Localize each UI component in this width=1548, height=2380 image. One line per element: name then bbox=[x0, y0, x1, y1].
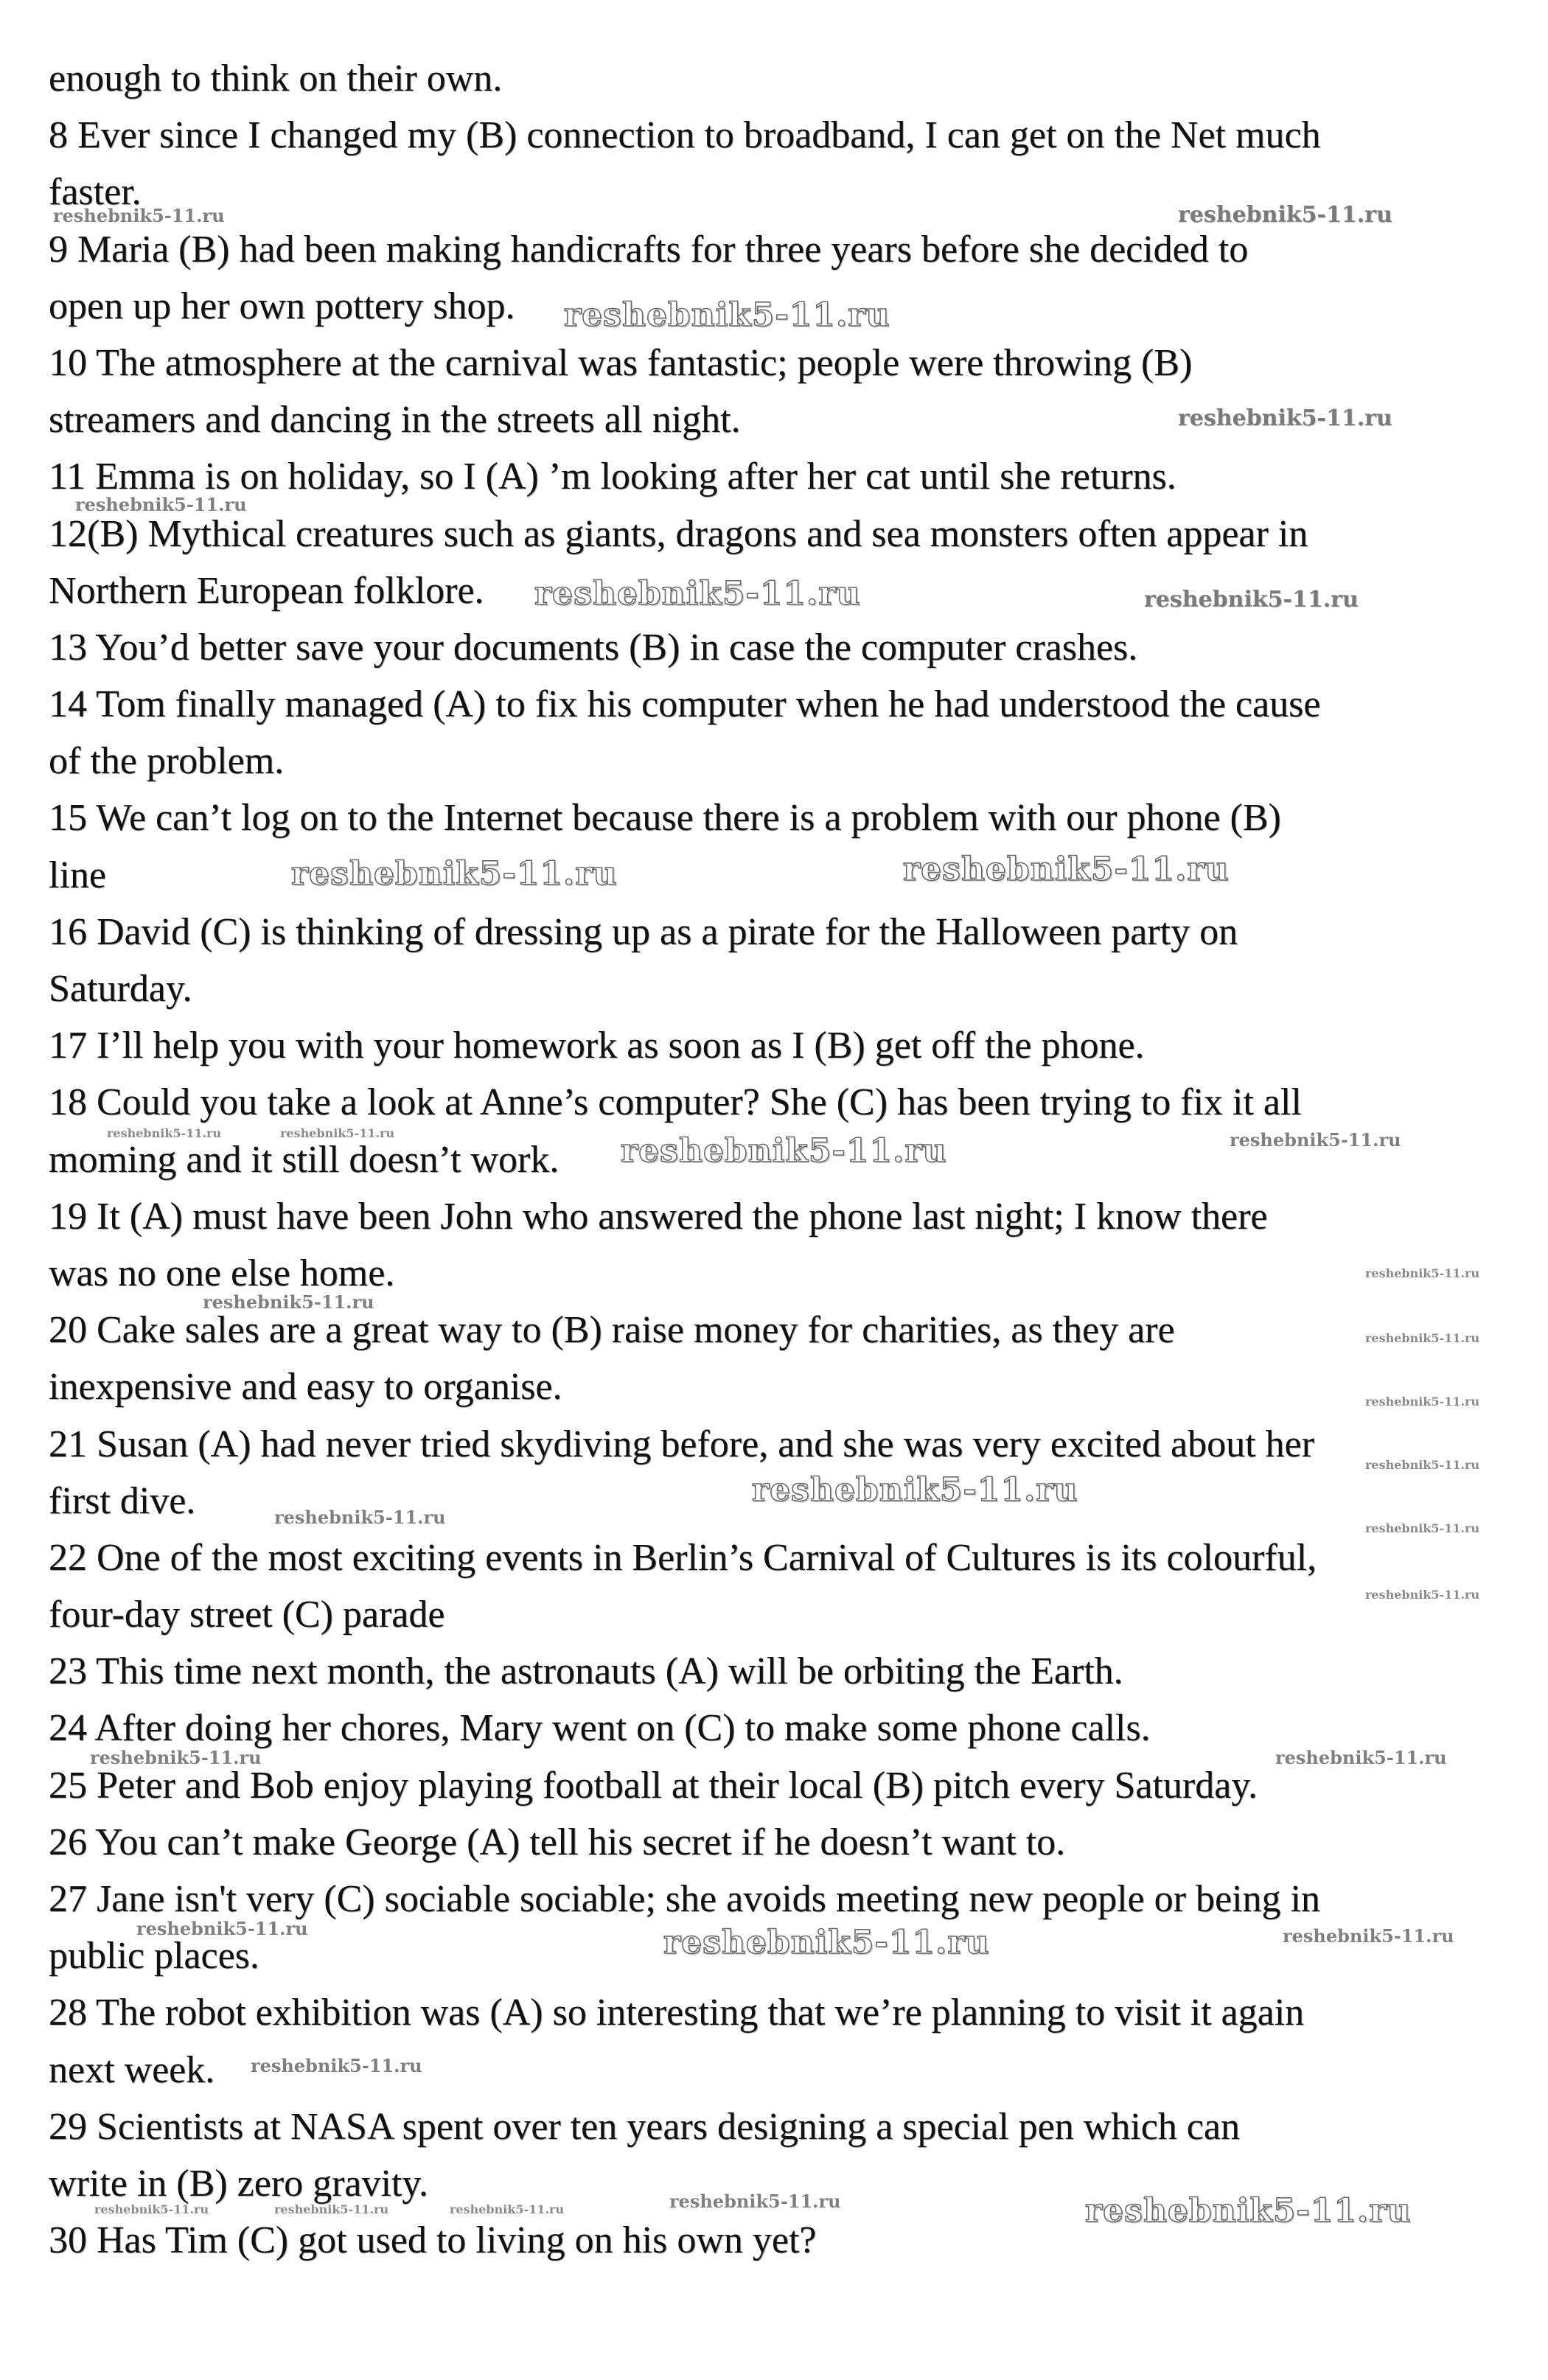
text-line: inexpensive and easy to organise. bbox=[49, 1366, 562, 1409]
watermark: reshebnik5-11.ru bbox=[534, 575, 861, 613]
watermark: reshebnik5-11.ru bbox=[274, 1507, 446, 1528]
watermark: reshebnik5-11.ru bbox=[1178, 202, 1392, 228]
text-line: of the problem. bbox=[49, 740, 285, 783]
text-line: 26 You can’t make George (A) tell his secret if he doesn’t want to. bbox=[49, 1821, 1066, 1863]
watermark: reshebnik5-11.ru bbox=[107, 1126, 222, 1140]
text-line: 15 We can’t log on to the Internet because there is a problem with our phone (B) bbox=[49, 797, 1281, 840]
text-line: 25 Peter and Bob enjoy playing football at their local (B) pitch every Saturday. bbox=[49, 1764, 1258, 1807]
text-line: 8 Ever since I changed my (B) connection to broadband, I can get on the Net much bbox=[49, 114, 1321, 157]
text-line: 28 The robot exhibition was (A) so interesting that we’re planning to visit it again bbox=[49, 1992, 1305, 2034]
text-line: was no one else home. bbox=[49, 1252, 395, 1294]
text-line: first dive. bbox=[49, 1479, 196, 1522]
watermark: reshebnik5-11.ru bbox=[669, 2191, 841, 2212]
watermark: reshebnik5-11.ru bbox=[450, 2202, 565, 2216]
text-line: 16 David (C) is thinking of dressing up as a pirate for the Halloween party on bbox=[49, 910, 1238, 953]
watermark: reshebnik5-11.ru bbox=[1178, 405, 1392, 431]
text-line: 9 Maria (B) had been making handicrafts for three years before she decided to bbox=[49, 228, 1249, 271]
text-line: Northern European folklore. bbox=[49, 569, 484, 612]
text-line: public places. bbox=[49, 1935, 259, 1978]
text-line: write in (B) zero gravity. bbox=[49, 2162, 428, 2205]
text-line: enough to think on their own. bbox=[49, 57, 503, 100]
watermark: reshebnik5-11.ru bbox=[1365, 1266, 1480, 1280]
watermark: reshebnik5-11.ru bbox=[564, 296, 890, 334]
text-line: moming and it still doesn’t work. bbox=[49, 1138, 559, 1181]
watermark: reshebnik5-11.ru bbox=[136, 1918, 308, 1939]
text-line: 13 You’d better save your documents (B) in case the computer crashes. bbox=[49, 626, 1138, 669]
watermark: reshebnik5-11.ru bbox=[752, 1471, 1078, 1509]
text-line: 14 Tom finally managed (A) to fix his computer when he had understood the cause bbox=[49, 683, 1321, 726]
text-line: 20 Cake sales are a great way to (B) raise money for charities, as they are bbox=[49, 1309, 1175, 1352]
text-line: 27 Jane isn't very (C) sociable sociable; she avoids meeting new people or being in bbox=[49, 1878, 1320, 1920]
watermark: reshebnik5-11.ru bbox=[1365, 1395, 1480, 1409]
text-line: 12(B) Mythical creatures such as giants, dragons and sea monsters often appear in bbox=[49, 512, 1308, 555]
watermark: reshebnik5-11.ru bbox=[274, 2202, 389, 2216]
watermark: reshebnik5-11.ru bbox=[1085, 2192, 1412, 2230]
watermark: reshebnik5-11.ru bbox=[75, 494, 247, 515]
watermark: reshebnik5-11.ru bbox=[203, 1291, 374, 1313]
watermark: reshebnik5-11.ru bbox=[251, 2055, 422, 2076]
text-line: 18 Could you take a look at Anne’s computer? She (C) has been trying to fix it all bbox=[49, 1081, 1302, 1124]
text-line: streamers and dancing in the streets all night. bbox=[49, 399, 741, 442]
watermark: reshebnik5-11.ru bbox=[1283, 1925, 1454, 1947]
watermark: reshebnik5-11.ru bbox=[1365, 1588, 1480, 1602]
text-line: 29 Scientists at NASA spent over ten years designing a special pen which can bbox=[49, 2105, 1240, 2148]
text-line: four-day street (C) parade bbox=[49, 1594, 445, 1636]
text-line: line bbox=[49, 854, 106, 896]
watermark: reshebnik5-11.ru bbox=[903, 851, 1230, 888]
text-line: 22 One of the most exciting events in Berlin’s Carnival of Cultures is its colourful, bbox=[49, 1536, 1317, 1579]
text-line: open up her own pottery shop. bbox=[49, 285, 515, 327]
watermark: reshebnik5-11.ru bbox=[1365, 1331, 1480, 1345]
text-line: 21 Susan (A) had never tried skydiving before, and she was very excited about her bbox=[49, 1423, 1314, 1465]
text-line: Saturday. bbox=[49, 968, 192, 1010]
text-line: 17 I’ll help you with your homework as soon as I (B) get off the phone. bbox=[49, 1025, 1145, 1067]
watermark: reshebnik5-11.ru bbox=[621, 1132, 947, 1170]
text-line: faster. bbox=[49, 171, 142, 214]
text-line: 10 The atmosphere at the carnival was fantastic; people were throwing (B) bbox=[49, 341, 1193, 384]
text-line: 24 After doing her chores, Mary went on (C) to make some phone calls. bbox=[49, 1707, 1151, 1750]
text-line: 19 It (A) must have been John who answered the phone last night; I know there bbox=[49, 1195, 1268, 1238]
text-line: 30 Has Tim (C) got used to living on his own yet? bbox=[49, 2219, 817, 2262]
watermark: reshebnik5-11.ru bbox=[53, 205, 225, 226]
watermark: reshebnik5-11.ru bbox=[1365, 1521, 1480, 1535]
watermark: reshebnik5-11.ru bbox=[1230, 1129, 1401, 1151]
watermark: reshebnik5-11.ru bbox=[90, 1747, 262, 1768]
watermark: reshebnik5-11.ru bbox=[1275, 1747, 1447, 1768]
watermark: reshebnik5-11.ru bbox=[663, 1924, 990, 1961]
text-line: 23 This time next month, the astronauts (A) will be orbiting the Earth. bbox=[49, 1650, 1123, 1693]
watermark: reshebnik5-11.ru bbox=[280, 1126, 395, 1140]
text-line: 11 Emma is on holiday, so I (A) ’m looking after her cat until she returns. bbox=[49, 456, 1176, 498]
watermark: reshebnik5-11.ru bbox=[1144, 587, 1359, 613]
text-line: next week. bbox=[49, 2048, 215, 2091]
watermark: reshebnik5-11.ru bbox=[1365, 1458, 1480, 1472]
watermark: reshebnik5-11.ru bbox=[94, 2202, 209, 2216]
watermark: reshebnik5-11.ru bbox=[291, 855, 618, 893]
